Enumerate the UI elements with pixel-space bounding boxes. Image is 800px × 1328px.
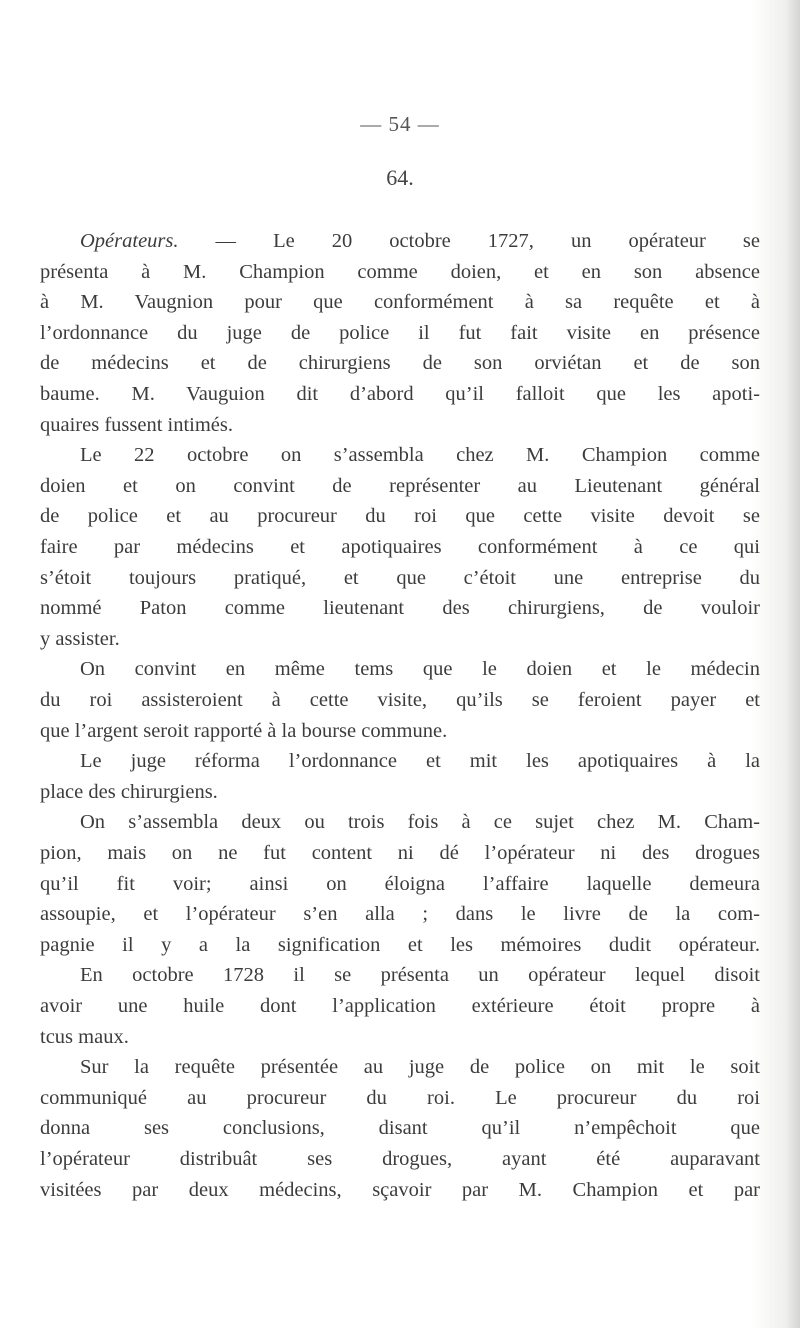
text-line	[40, 777, 760, 807]
text-line	[40, 838, 760, 868]
text-line	[80, 226, 760, 256]
line-text: — Le 20 octobre 1727, un opérateur se	[178, 230, 760, 252]
section-number: 64.	[386, 165, 414, 190]
line-text: nommé Paton comme lieutenant des chirurgiens, de vouloir	[40, 597, 760, 620]
line-text: s’étoit toujours pratiqué, et que c’étoit une entreprise du	[40, 566, 760, 589]
line-text: l’opérateur distribuât ses drogues, ayant été auparavant	[40, 1148, 760, 1170]
line-text: quaires fussent intimés.	[40, 413, 234, 436]
line-text: En octobre 1728 il se présenta un opérateur lequel disoit	[80, 964, 760, 987]
text-line	[80, 960, 760, 990]
text-line	[40, 471, 760, 501]
text-line	[40, 257, 760, 287]
text-line	[80, 746, 760, 776]
line-text: l’ordonnance du juge de police il fut fait visite en présence	[40, 321, 760, 344]
line-text: pagnie il y a la signification et les mémoires dudit opérateur.	[40, 933, 760, 956]
line-text: avoir une huile dont l’application extérieure étoit propre à	[40, 995, 760, 1017]
text-line	[40, 716, 760, 746]
section-heading-italic: Opérateurs.	[80, 230, 179, 252]
line-text: assoupie, et l’opérateur s’en alla ; dans le livre de la com-	[40, 903, 760, 926]
line-text: pion, mais on ne fut content ni dé l’opérateur ni des drogues	[40, 842, 760, 864]
line-text: On s’assembla deux ou trois fois à ce sujet chez M. Cham-	[80, 811, 760, 834]
line-text: à M. Vaugnion pour que conformément à sa requête et à	[40, 291, 760, 314]
line-text: faire par médecins et apotiquaires conformément à ce qui	[40, 536, 760, 558]
text-line	[40, 1022, 760, 1052]
text-line	[40, 379, 760, 409]
line-text: On convint en même tems que le doien et le médecin	[80, 658, 760, 681]
line-text: tcus maux.	[40, 1025, 129, 1048]
line-text: de médecins et de chirurgiens de son orviétan et de son	[40, 352, 760, 375]
text-line	[40, 869, 760, 899]
text-line	[40, 1144, 760, 1174]
text-line	[40, 1175, 760, 1205]
line-text: qu’il fit voir; ainsi on éloigna l’affaire laquelle demeura	[40, 872, 760, 895]
text-line	[40, 532, 760, 562]
text-line	[80, 440, 760, 470]
line-text: donna ses conclusions, disant qu’il n’empêchoit que	[40, 1117, 760, 1140]
page-edge-shadow	[786, 0, 800, 1328]
line-text: doien et on convint de représenter au Lieutenant général	[40, 474, 760, 497]
text-line	[80, 807, 760, 837]
text-line	[40, 991, 760, 1021]
text-line	[40, 410, 760, 440]
line-text: place des chirurgiens.	[40, 780, 218, 803]
line-text: communiqué au procureur du roi. Le procureur du roi	[40, 1086, 760, 1109]
page-number: — 54 —	[360, 112, 440, 136]
text-line	[80, 1052, 760, 1082]
text-line	[40, 899, 760, 929]
line-text: baume. M. Vauguion dit d’abord qu’il falloit que les apoti-	[40, 383, 760, 405]
line-text: Sur la requête présentée au juge de police on mit le soit	[80, 1056, 760, 1079]
line-text: du roi assisteroient à cette visite, qu’ils se feroient payer et	[40, 689, 760, 711]
line-text: que l’argent seroit rapporté à la bourse commune.	[40, 719, 448, 742]
text-line	[40, 1113, 760, 1143]
line-text: présenta à M. Champion comme doien, et en son absence	[40, 260, 760, 283]
line-text: Le juge réforma l’ordonnance et mit les apotiquaires à la	[80, 750, 760, 773]
line-text: Le 22 octobre on s’assembla chez M. Champion comme	[80, 444, 760, 467]
text-line	[40, 685, 760, 715]
text-line	[40, 930, 760, 960]
line-text: visitées par deux médecins, sçavoir par M. Champion et par	[40, 1178, 760, 1201]
text-line	[40, 593, 760, 623]
line-text: y assister.	[40, 627, 120, 650]
text-line	[40, 318, 760, 348]
text-line	[40, 501, 760, 531]
text-line	[40, 624, 760, 654]
text-line	[80, 654, 760, 684]
text-line	[40, 287, 760, 317]
line-text: de police et au procureur du roi que cette visite devoit se	[40, 505, 760, 528]
text-line	[40, 563, 760, 593]
text-line	[40, 1083, 760, 1113]
text-line	[40, 348, 760, 378]
